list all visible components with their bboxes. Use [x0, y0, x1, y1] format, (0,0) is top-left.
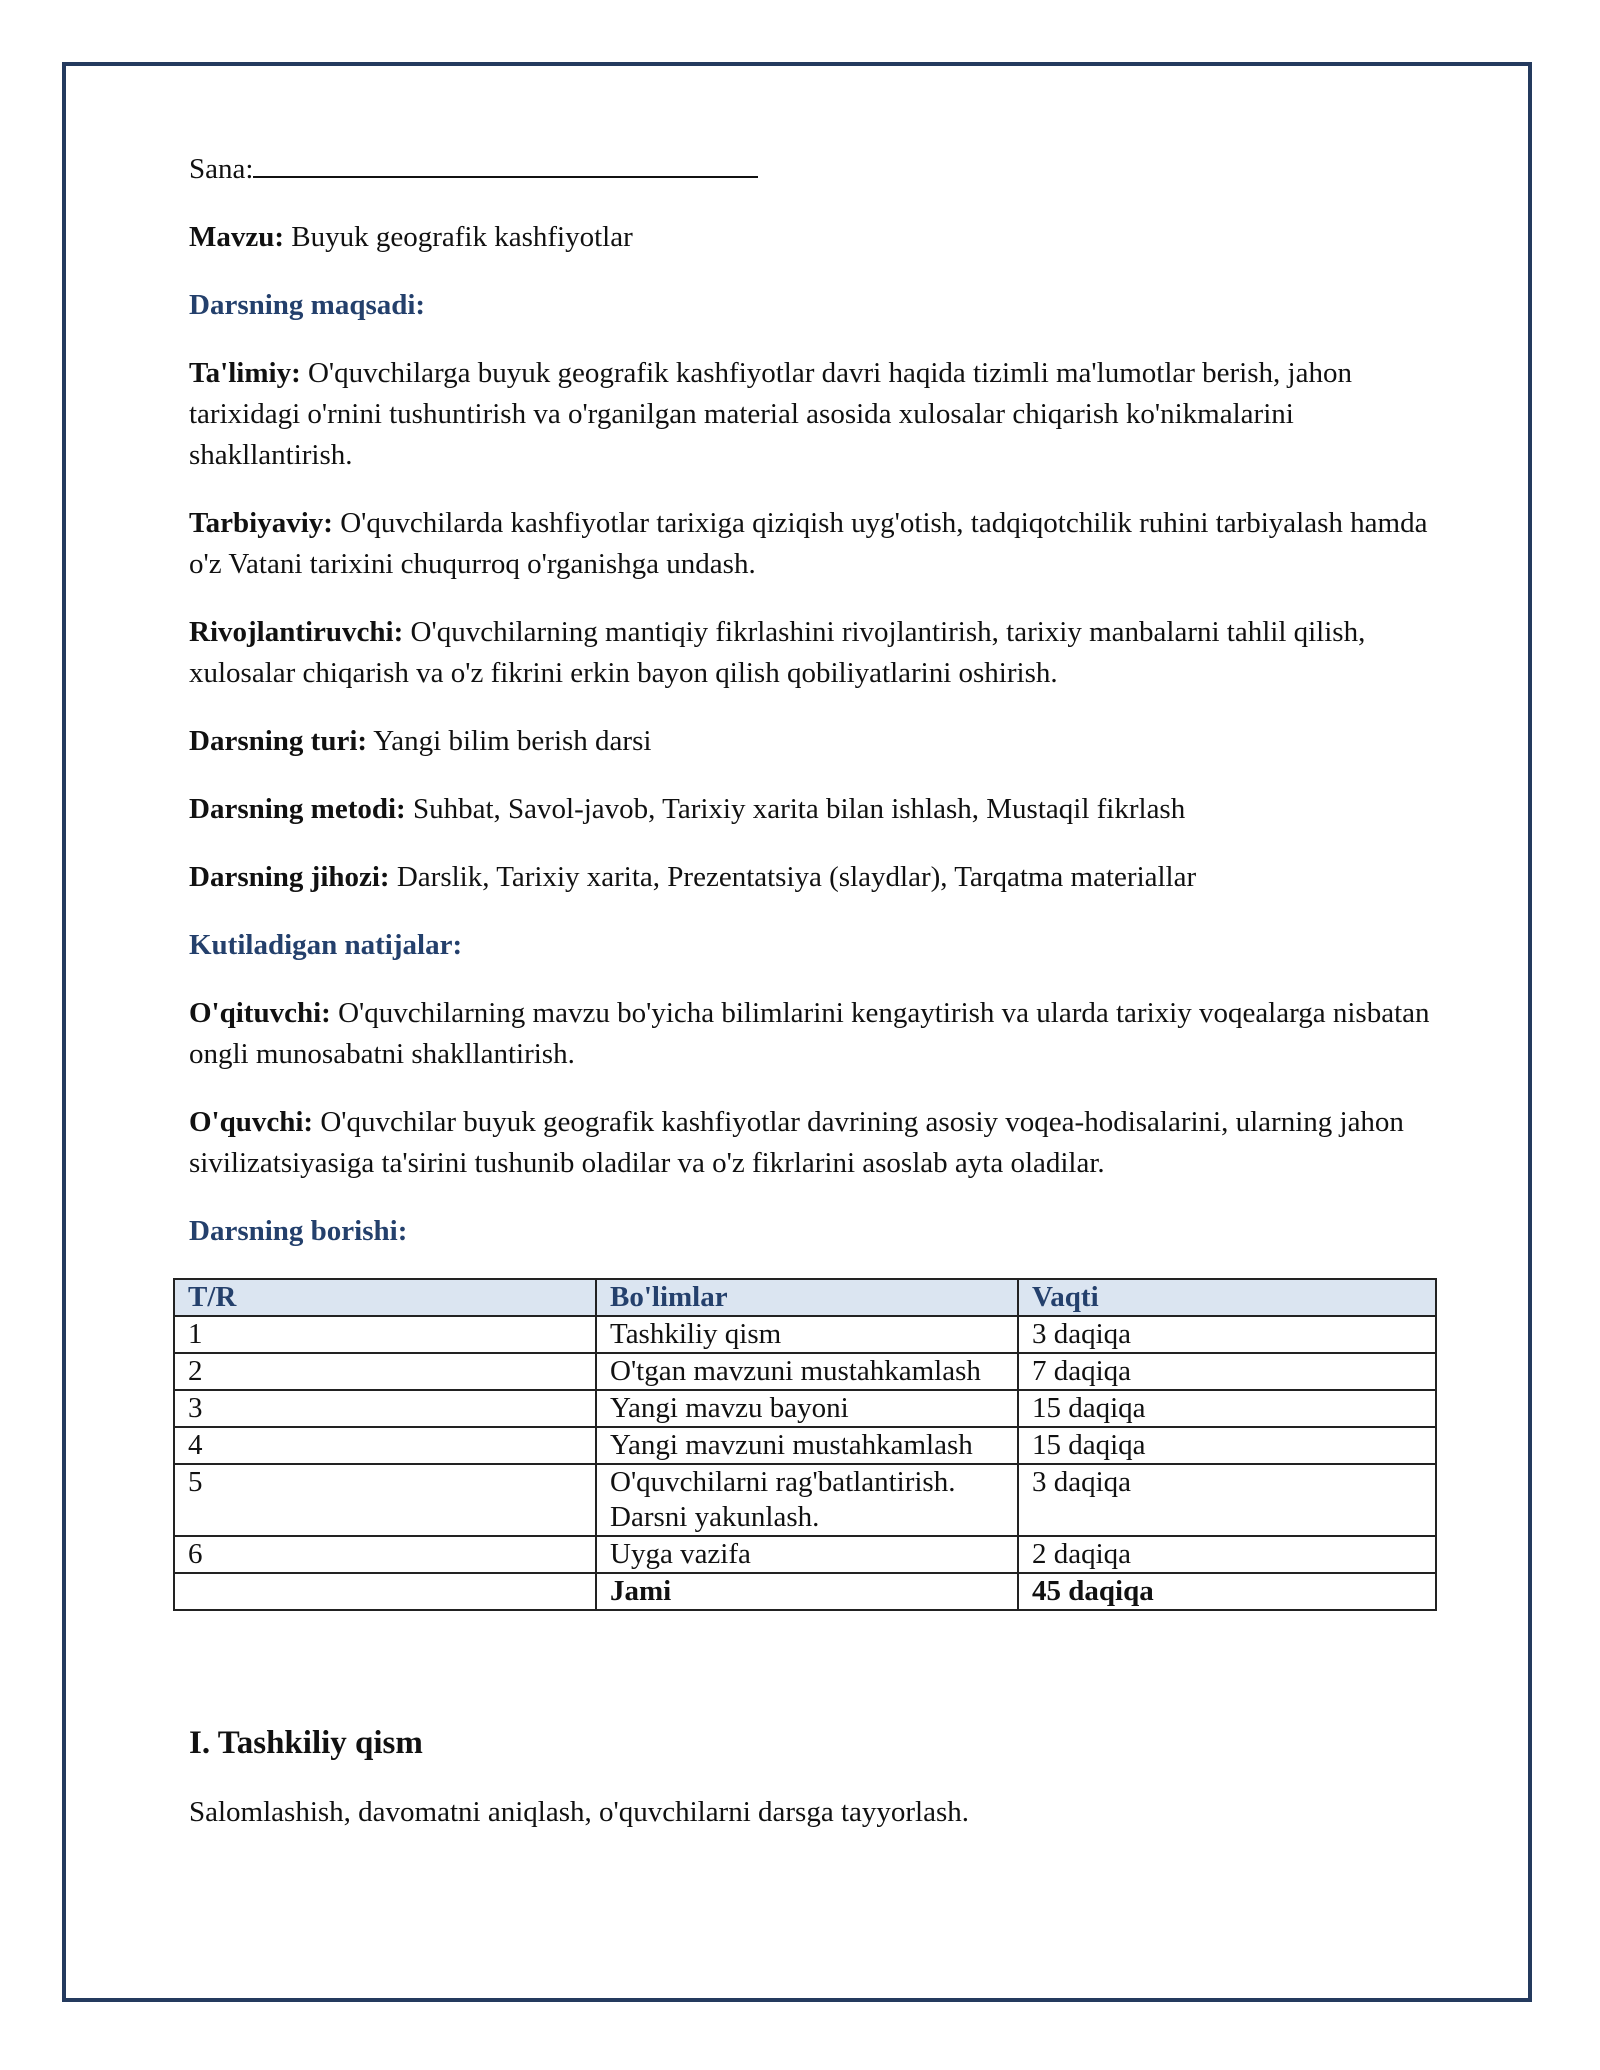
row-section: Uyga vazifa	[596, 1536, 1018, 1573]
teacher-outcome-text: O'quvchilarning mavzu bo'yicha bilimlarini kengaytirish va ularda tarixiy voqealarga nisbatan ongli munosabatni shakllantirish.	[189, 997, 1430, 1070]
row-section: O'tgan mavzuni mustahkamlash	[596, 1353, 1018, 1390]
row-section: Tashkiliy qism	[596, 1316, 1018, 1353]
row-section: Yangi mavzu bayoni	[596, 1390, 1018, 1427]
total-label: Jami	[596, 1573, 1018, 1610]
lesson-flow-table	[173, 1278, 1437, 1611]
topic-label: Mavzu:	[189, 221, 285, 253]
teacher-outcome-label: O'qituvchi:	[189, 997, 331, 1029]
date-line	[189, 148, 1439, 190]
table-row	[174, 1427, 1436, 1464]
table-row	[174, 1464, 1436, 1536]
column-header-sections: Bo'limlar	[596, 1279, 1018, 1316]
lesson-type	[189, 721, 1439, 762]
table-row	[174, 1353, 1436, 1390]
table-total-row	[174, 1573, 1436, 1610]
row-number: 5	[174, 1464, 596, 1536]
row-time: 3 daqiqa	[1018, 1316, 1436, 1353]
column-header-time: Vaqti	[1018, 1279, 1436, 1316]
developmental-goal	[189, 612, 1439, 694]
section-i-title: I. Tashkiliy qism	[189, 1725, 423, 1761]
educational-goal	[189, 353, 1439, 476]
table-row	[174, 1390, 1436, 1427]
row-time: 2 daqiqa	[1018, 1536, 1436, 1573]
developmental-goal-label: Rivojlantiruvchi:	[189, 616, 404, 648]
table-row	[174, 1316, 1436, 1353]
row-section: Yangi mavzuni mustahkamlash	[596, 1427, 1018, 1464]
lesson-method	[189, 789, 1439, 830]
lesson-equipment-text: Darslik, Tarixiy xarita, Prezentatsiya (slaydlar), Tarqatma materiallar	[396, 861, 1197, 893]
lesson-flow-heading: Darsning borishi:	[189, 1215, 408, 1247]
row-number: 6	[174, 1536, 596, 1573]
goals-heading: Darsning maqsadi:	[189, 289, 426, 321]
date-label: Sana:	[189, 153, 254, 185]
lesson-method-label: Darsning metodi:	[189, 793, 406, 825]
upbringing-goal-label: Tarbiyaviy:	[189, 507, 333, 539]
column-header-number: T/R	[174, 1279, 596, 1316]
row-time: 7 daqiqa	[1018, 1353, 1436, 1390]
topic	[189, 217, 1439, 258]
lesson-plan-body	[189, 148, 1439, 1279]
upbringing-goal-text: O'quvchilarda kashfiyotlar tarixiga qiziqish uyg'otish, tadqiqotchilik ruhini tarbiyalash hamda o'z Vatani tarixini chuqurroq o'rganishga undash.	[189, 507, 1428, 580]
educational-goal-label: Ta'limiy:	[189, 357, 301, 389]
developmental-goal-text: O'quvchilarning mantiqiy fikrlashini rivojlantirish, tarixiy manbalarni tahlil qilish, xulosalar chiqarish va o'z fikrini erkin bayon qilish qobiliyatlarini oshirish.	[189, 616, 1366, 689]
row-number: 2	[174, 1353, 596, 1390]
table-header-row	[174, 1279, 1436, 1316]
row-time: 15 daqiqa	[1018, 1427, 1436, 1464]
student-outcome	[189, 1102, 1439, 1184]
row-number: 4	[174, 1427, 596, 1464]
lesson-equipment	[189, 857, 1439, 898]
student-outcome-label: O'quvchi:	[189, 1106, 314, 1138]
row-number: 3	[174, 1390, 596, 1427]
section-i-text: Salomlashish, davomatni aniqlash, o'quvchilarni darsga tayyorlash.	[189, 1796, 970, 1828]
total-number	[174, 1573, 596, 1610]
total-time: 45 daqiqa	[1018, 1573, 1436, 1610]
row-time: 3 daqiqa	[1018, 1464, 1436, 1536]
lesson-method-text: Suhbat, Savol-javob, Tarixiy xarita bilan ishlash, Mustaqil fikrlash	[412, 793, 1186, 825]
row-number: 1	[174, 1316, 596, 1353]
topic-text: Buyuk geografik kashfiyotlar	[291, 221, 633, 253]
upbringing-goal	[189, 503, 1439, 585]
educational-goal-text: O'quvchilarga buyuk geografik kashfiyotlar davri haqida tizimli ma'lumotlar berish, jahon tarixidagi o'rnini tushuntirish va o'rganilgan material asosida xulosalar chiqarish ko'nikmalarini shakllantirish.	[189, 357, 1352, 471]
date-blank	[253, 148, 758, 178]
row-section: O'quvchilarni rag'batlantirish. Darsni yakunlash.	[596, 1464, 1018, 1536]
lesson-type-text: Yangi bilim berish darsi	[373, 725, 652, 757]
table-row	[174, 1536, 1436, 1573]
lesson-type-label: Darsning turi:	[189, 725, 368, 757]
student-outcome-text: O'quvchilar buyuk geografik kashfiyotlar davrining asosiy voqea-hodisalarini, ularning jahon sivilizatsiyasiga ta'sirini tushunib oladilar va o'z fikrlarini asoslab ayta oladilar.	[189, 1106, 1404, 1179]
lesson-equipment-label: Darsning jihozi:	[189, 861, 390, 893]
teacher-outcome	[189, 993, 1439, 1075]
outcomes-heading: Kutiladigan natijalar:	[189, 929, 463, 961]
row-time: 15 daqiqa	[1018, 1390, 1436, 1427]
